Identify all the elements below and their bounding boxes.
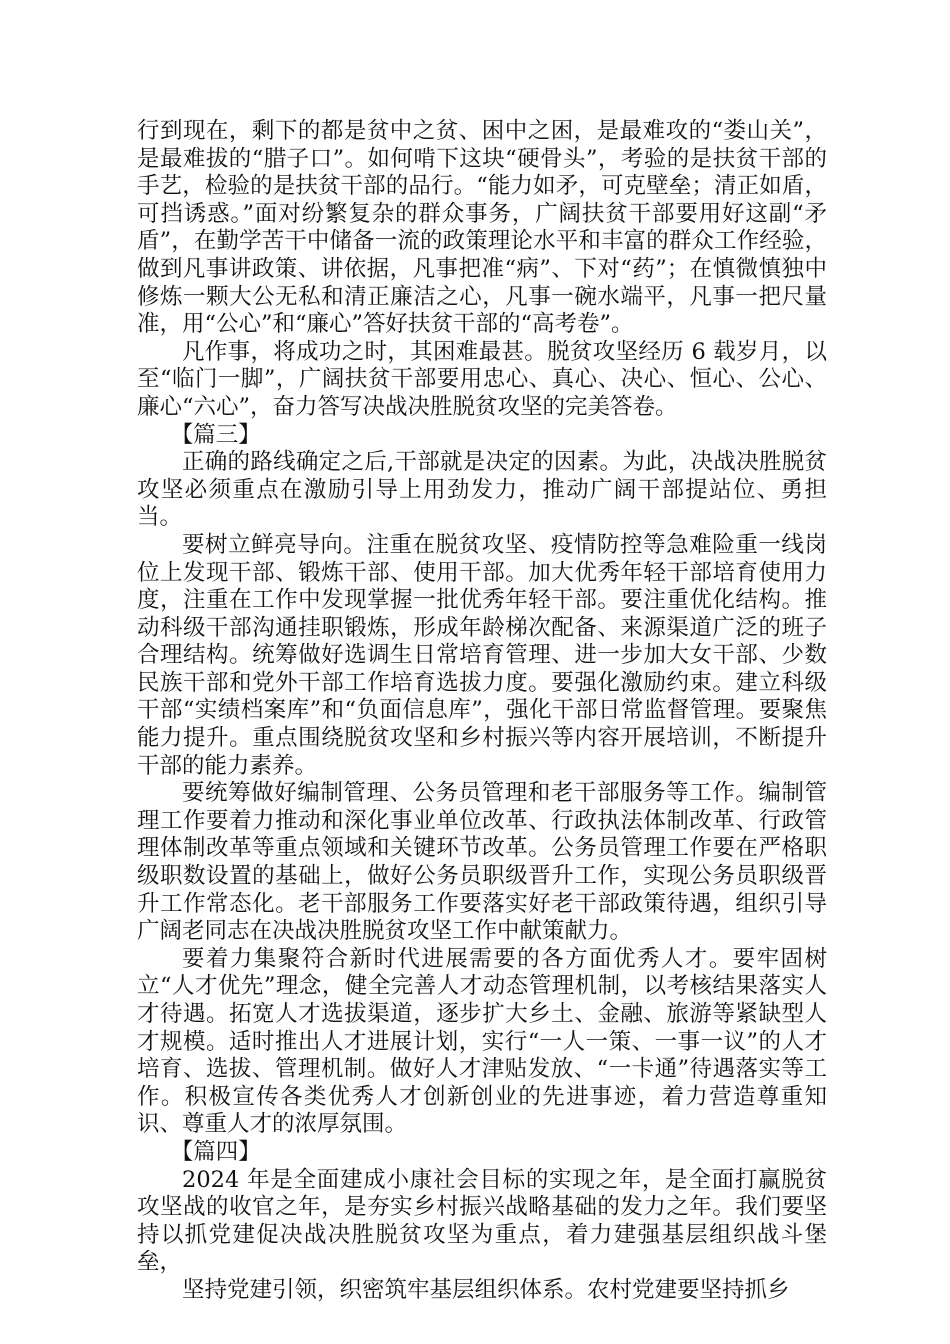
paragraph: 坚持党建引领，织密筑牢基层组织体系。农村党建要坚持抓乡 [182,1276,790,1303]
paragraph: 要着力集聚符合新时代进展需要的各方面优秀人才。要牢固树立“人才优先”理念，健全完善人才动态管理机制，以考核结果落实人才待遇。拓宽人才选拔渠道，逐步扩大乡土、金融、旅游等紧缺型人才规模。适时推出人才进展计划，实行“一人一策、一事一议”的人才培育、选拔、管理机制。做好人才津贴发放、“一卡通”待遇落实等工作。积极宣传各类优秀人才创新创业的先进事迹，着力营造尊重知识、尊重人才的浓厚氛围。 [137,945,827,1138]
paragraph-conclusion: 凡作事，将成功之时，其困难最甚。脱贫攻坚经历 6 载岁月，以至“临门一脚”，广阔扶贫干部要用忠心、真心、决心、恒心、公心、廉心“六心”，奋力答写决战决胜脱贫攻坚的完美答卷。 [137,338,827,420]
paragraph-continuation: 行到现在，剩下的都是贫中之贫、困中之困，是最难攻的“娄山关”，是最难拔的“腊子口”。如何啃下这块“硬骨头”，考验的是扶贫干部的手艺，检验的是扶贫干部的品行。“能力如矛，可克壁垒；清正如盾，可挡诱惑。”面对纷繁复杂的群众事务，广阔扶贫干部要用好这副“矛盾”，在勤学苦干中储备一流的政策理论水平和丰富的群众工作经验，做到凡事讲政策、讲依据，凡事把准“病”、下对“药”；在慎微慎独中修炼一颗大公无私和清正廉洁之心，凡事一碗水端平，凡事一把尺量准，用“公心”和“廉心”答好扶贫干部的“高考卷”。 [137,118,827,338]
document-page [137,118,827,1305]
paragraph: 要统筹做好编制管理、公务员管理和老干部服务等工作。编制管理工作要着力推动和深化事业单位改革、行政执法体制改革、行政管理体制改革等重点领域和关键环节改革。公务员管理工作要在严格职级职数设置的基础上，做好公务员职级晋升工作，实现公务员职级晋升工作常态化。老干部服务工作要落实好老干部政策待遇，组织引导广阔老同志在决战决胜脱贫攻坚工作中献策献力。 [137,780,827,945]
section-heading-4: 【篇四】 [170,1138,261,1165]
paragraph: 2024 年是全面建成小康社会目标的实现之年，是全面打赢脱贫攻坚战的收官之年，是夯实乡村振兴战略基础的发力之年。我们要坚持以抓党建促决战决胜脱贫攻坚为重点，着力建强基层组织战斗堡垒， [137,1166,827,1276]
section-heading-3: 【篇三】 [170,421,261,448]
paragraph: 正确的路线确定之后,干部就是决定的因素。为此，决战决胜脱贫攻坚必须重点在激励引导上用劲发力，推动广阔干部提站位、勇担当。 [137,449,827,531]
paragraph: 要树立鲜亮导向。注重在脱贫攻坚、疫情防控等急难险重一线岗位上发现干部、锻炼干部、使用干部。加大优秀年轻干部培育使用力度，注重在工作中发现掌握一批优秀年轻干部。要注重优化结构。推动科级干部沟通挂职锻炼，形成年龄梯次配备、来源渠道广泛的班子合理结构。统筹做好选调生日常培育管理、进一步加大女干部、少数民族干部和党外干部工作培育选拔力度。要强化激励约束。建立科级干部“实绩档案库”和“负面信息库”，强化干部日常监督管理。要聚焦能力提升。重点围绕脱贫攻坚和乡村振兴等内容开展培训，不断提升干部的能力素养。 [137,531,827,779]
